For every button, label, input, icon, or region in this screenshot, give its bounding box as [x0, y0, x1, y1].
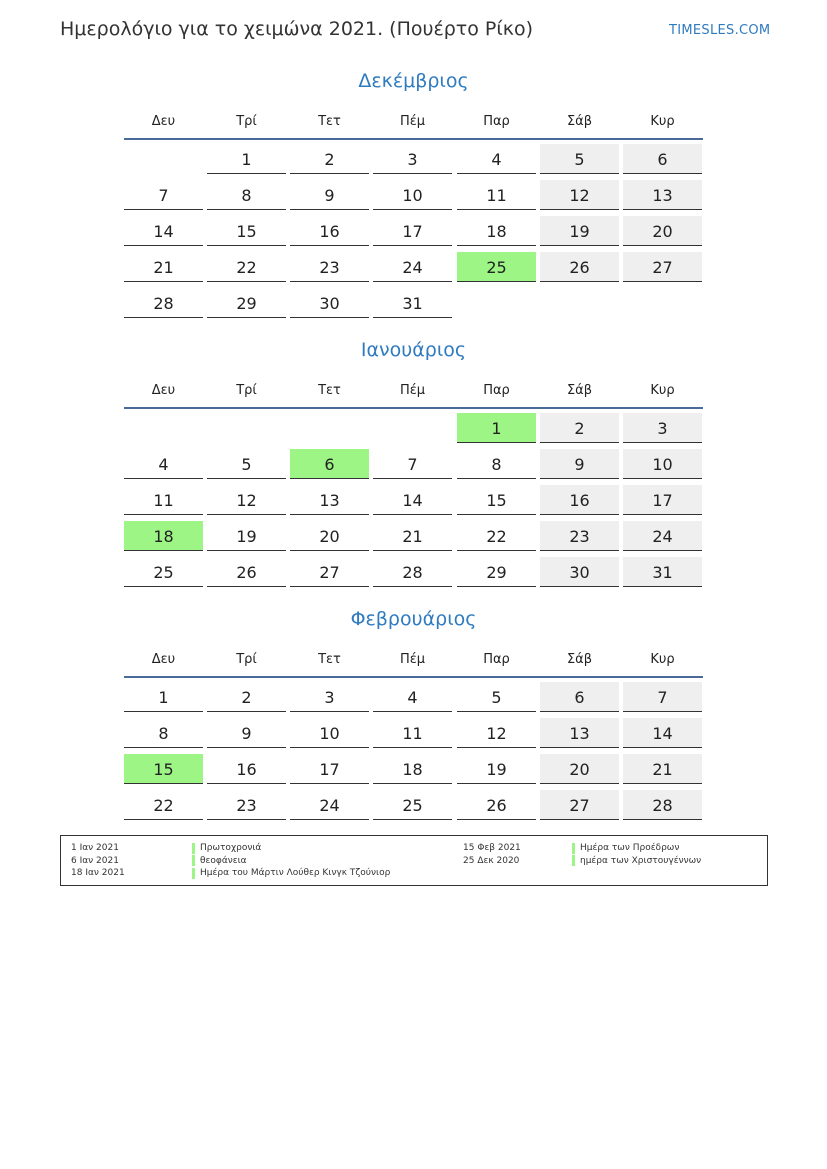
weekday-header: Τρί: [236, 383, 257, 398]
brand-link[interactable]: TIMESLES.COM: [669, 23, 771, 38]
holiday-day-cell: 25: [457, 252, 536, 282]
day-cell: 29: [207, 288, 286, 318]
day-cell: 15: [207, 216, 286, 246]
day-cell: 5: [207, 449, 286, 479]
holiday-day-cell: 15: [124, 754, 203, 784]
day-cell: 25: [124, 557, 203, 587]
holiday-day-cell: 18: [124, 521, 203, 551]
day-cell: 8: [207, 180, 286, 210]
day-cell: 22: [207, 252, 286, 282]
day-cell: 4: [373, 682, 452, 712]
day-cell: 14: [623, 718, 702, 748]
month-title: Ιανουάριος: [360, 339, 467, 361]
day-cell: 12: [457, 718, 536, 748]
day-cell: 20: [540, 754, 619, 784]
weekday-header: Παρ: [483, 652, 510, 667]
day-cell: 13: [623, 180, 702, 210]
day-cell: 7: [373, 449, 452, 479]
day-cell: 2: [540, 413, 619, 443]
day-cell: 27: [623, 252, 702, 282]
weekday-header: Κυρ: [650, 652, 675, 667]
day-cell: 13: [290, 485, 369, 515]
day-cell: 16: [540, 485, 619, 515]
day-cell: 23: [540, 521, 619, 551]
weekday-header: Τετ: [318, 652, 341, 667]
holiday-day-cell: 1: [457, 413, 536, 443]
day-cell: 7: [623, 682, 702, 712]
weekday-header: Σάβ: [566, 652, 593, 667]
legend-holiday-marker: [192, 855, 195, 866]
day-cell: 13: [540, 718, 619, 748]
day-cell: 21: [124, 252, 203, 282]
day-cell: 5: [540, 144, 619, 174]
day-cell: 19: [207, 521, 286, 551]
day-cell: 4: [124, 449, 203, 479]
legend-date: 6 Ιαν 2021: [71, 855, 119, 866]
day-cell: 12: [207, 485, 286, 515]
day-cell: 5: [457, 682, 536, 712]
day-cell: 21: [623, 754, 702, 784]
weekday-header: Τετ: [318, 383, 341, 398]
day-cell: 30: [290, 288, 369, 318]
day-cell: 11: [373, 718, 452, 748]
weekday-header: Δευ: [151, 114, 176, 129]
day-cell: 7: [124, 180, 203, 210]
day-cell: 1: [207, 144, 286, 174]
day-cell: 26: [457, 790, 536, 820]
day-cell: 8: [124, 718, 203, 748]
weekday-header: Παρ: [483, 114, 510, 129]
legend-holiday-name: Ημέρα των Προέδρων: [580, 843, 680, 853]
day-cell: 9: [540, 449, 619, 479]
day-cell: 18: [457, 216, 536, 246]
legend-date: 15 Φεβ 2021: [463, 843, 521, 853]
weekday-header: Παρ: [483, 383, 510, 398]
day-cell: 31: [373, 288, 452, 318]
weekday-header: Δευ: [151, 652, 176, 667]
day-cell: 17: [623, 485, 702, 515]
day-cell: 16: [290, 216, 369, 246]
day-cell: 26: [207, 557, 286, 587]
weekday-header: Τρί: [236, 652, 257, 667]
day-cell: 24: [290, 790, 369, 820]
day-cell: 14: [373, 485, 452, 515]
day-cell: 11: [124, 485, 203, 515]
day-cell: 2: [207, 682, 286, 712]
legend-holiday-name: θεοφάνεια: [200, 855, 247, 866]
day-cell: 3: [373, 144, 452, 174]
day-cell: 6: [540, 682, 619, 712]
legend-holiday-marker: [572, 855, 575, 866]
weekday-header: Σάβ: [566, 114, 593, 129]
day-cell: 22: [124, 790, 203, 820]
day-cell: 10: [623, 449, 702, 479]
header-divider: [124, 407, 703, 409]
day-cell: 30: [540, 557, 619, 587]
weekday-header: Κυρ: [650, 114, 675, 129]
legend-date: 25 Δεκ 2020: [463, 855, 520, 866]
legend-holiday-name: Ημέρα του Μάρτιν Λούθερ Κινγκ Τζούνιορ: [200, 868, 391, 878]
day-cell: 17: [290, 754, 369, 784]
header-divider: [124, 138, 703, 140]
day-cell: 20: [290, 521, 369, 551]
day-cell: 2: [290, 144, 369, 174]
day-cell: 22: [457, 521, 536, 551]
day-cell: 18: [373, 754, 452, 784]
weekday-header: Κυρ: [650, 383, 675, 398]
day-cell: 10: [290, 718, 369, 748]
day-cell: 29: [457, 557, 536, 587]
month-title: Δεκέμβριος: [358, 70, 469, 92]
day-cell: 28: [373, 557, 452, 587]
weekday-header: Πέμ: [399, 114, 426, 129]
day-cell: 28: [623, 790, 702, 820]
day-cell: 19: [540, 216, 619, 246]
holiday-day-cell: 6: [290, 449, 369, 479]
day-cell: 4: [457, 144, 536, 174]
day-cell: 9: [290, 180, 369, 210]
day-cell: 6: [623, 144, 702, 174]
legend-holiday-marker: [192, 843, 195, 854]
day-cell: 14: [124, 216, 203, 246]
day-cell: 10: [373, 180, 452, 210]
weekday-header: Δευ: [151, 383, 176, 398]
day-cell: 24: [623, 521, 702, 551]
weekday-header: Σάβ: [566, 383, 593, 398]
weekday-header: Τρί: [236, 114, 257, 129]
legend-date: 18 Ιαν 2021: [71, 868, 125, 878]
day-cell: 24: [373, 252, 452, 282]
day-cell: 15: [457, 485, 536, 515]
legend-date: 1 Ιαν 2021: [71, 843, 119, 853]
holiday-legend: [60, 835, 768, 886]
header-divider: [124, 676, 703, 678]
legend-holiday-name: ημέρα των Χριστουγέννων: [580, 855, 702, 866]
day-cell: 25: [373, 790, 452, 820]
day-cell: 27: [290, 557, 369, 587]
weekday-header: Τετ: [318, 114, 341, 129]
day-cell: 11: [457, 180, 536, 210]
day-cell: 12: [540, 180, 619, 210]
day-cell: 16: [207, 754, 286, 784]
day-cell: 21: [373, 521, 452, 551]
day-cell: 23: [207, 790, 286, 820]
day-cell: 19: [457, 754, 536, 784]
day-cell: 8: [457, 449, 536, 479]
weekday-header: Πέμ: [399, 652, 426, 667]
legend-holiday-marker: [192, 868, 195, 879]
day-cell: 3: [290, 682, 369, 712]
legend-holiday-name: Πρωτοχρονιά: [200, 843, 262, 853]
weekday-header: Πέμ: [399, 383, 426, 398]
day-cell: 1: [124, 682, 203, 712]
day-cell: 17: [373, 216, 452, 246]
day-cell: 23: [290, 252, 369, 282]
day-cell: 28: [124, 288, 203, 318]
month-title: Φεβρουάριος: [350, 608, 477, 630]
day-cell: 27: [540, 790, 619, 820]
legend-holiday-marker: [572, 843, 575, 854]
day-cell: 26: [540, 252, 619, 282]
day-cell: 31: [623, 557, 702, 587]
page-title: Ημερολόγιο για το χειμώνα 2021. (Πουέρτο Ρίκο): [60, 18, 534, 40]
day-cell: 20: [623, 216, 702, 246]
day-cell: 3: [623, 413, 702, 443]
day-cell: 9: [207, 718, 286, 748]
